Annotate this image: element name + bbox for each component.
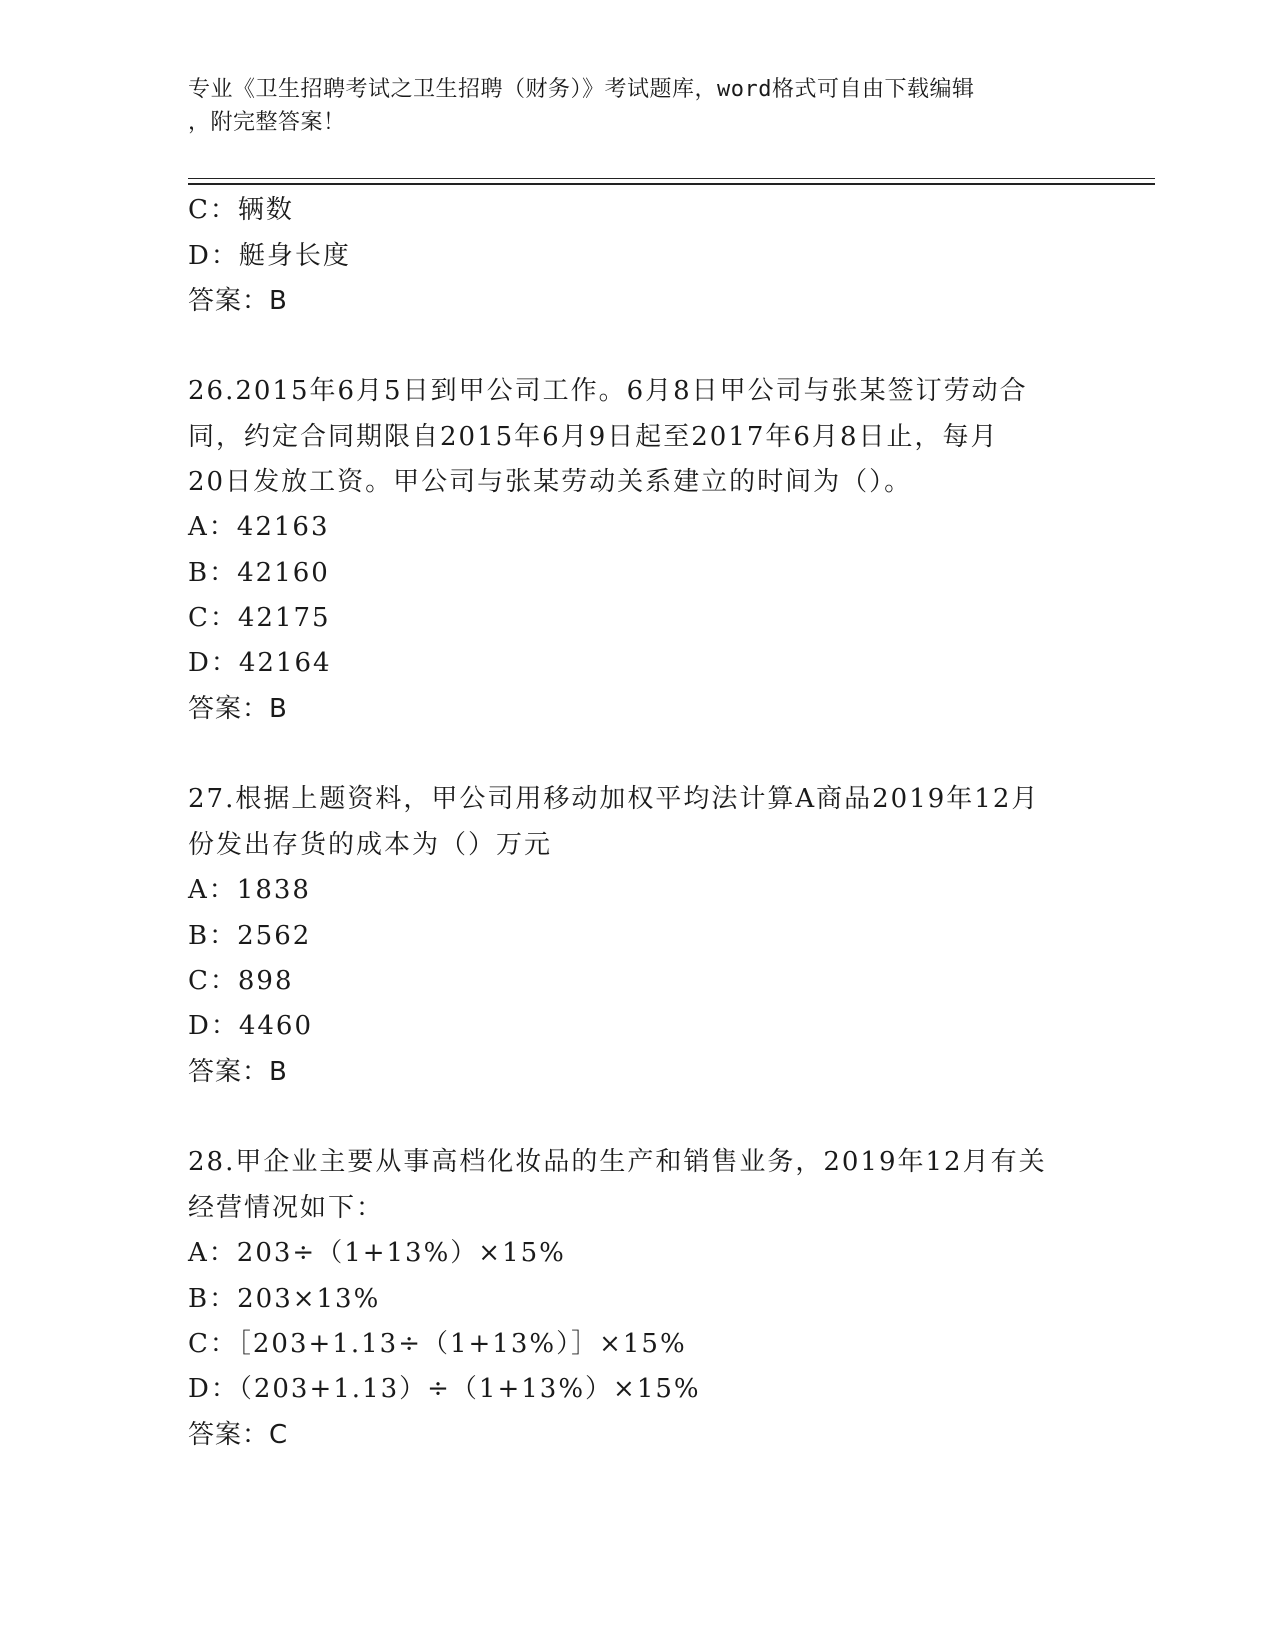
header-divider-thin [188, 178, 1155, 179]
q26-option-a: A：42163 [188, 512, 330, 542]
q28-option-c: C：［203+1.13÷（1+13%）］×15% [188, 1329, 687, 1359]
q27-answer: 答案：B [188, 1057, 288, 1087]
q26-answer: 答案：B [188, 694, 288, 724]
q28-stem-line-1: 28.甲企业主要从事高档化妆品的生产和销售业务，2019年12月有关 [188, 1147, 1047, 1177]
q27-option-d: D：4460 [188, 1011, 314, 1041]
q26-option-c: C：42175 [188, 603, 331, 633]
prev-answer: 答案：B [188, 286, 288, 316]
document-header [188, 73, 1078, 139]
header-line-2: ，附完整答案！ [188, 110, 346, 135]
q26-option-d: D：42164 [188, 648, 332, 678]
q26-stem-line-2: 同，约定合同期限自2015年6月9日起至2017年6月8日止，每月 [188, 422, 999, 452]
header-divider-thick [188, 183, 1155, 185]
q28-option-a: A：203÷（1+13%）×15% [188, 1238, 566, 1268]
q27-option-a: A：1838 [188, 875, 311, 905]
prev-option-d: D：艇身长度 [188, 241, 351, 271]
prev-option-c: C：辆数 [188, 195, 294, 225]
q28-stem-line-2: 经营情况如下： [188, 1193, 385, 1223]
q27-option-c: C：898 [188, 966, 294, 996]
q26-stem-line-1: 26.2015年6月5日到甲公司工作。6月8日甲公司与张某签订劳动合 [188, 376, 1028, 406]
q28-answer: 答案：C [188, 1420, 289, 1450]
q28-option-b: B：203×13% [188, 1284, 381, 1314]
q26-stem-line-3: 20日发放工资。甲公司与张某劳动关系建立的时间为（）。 [188, 467, 913, 497]
header-line-1: 专业《卫生招聘考试之卫生招聘（财务）》考试题库，word格式可自由下载编辑 [188, 77, 975, 102]
q27-stem-line-1: 27.根据上题资料，甲公司用移动加权平均法计算A商品2019年12月 [188, 784, 1040, 814]
q27-stem-line-2: 份发出存货的成本为（）万元 [188, 830, 553, 860]
q26-option-b: B：42160 [188, 558, 330, 588]
q28-option-d: D：（203+1.13）÷（1+13%）×15% [188, 1374, 701, 1404]
q27-option-b: B：2562 [188, 921, 312, 951]
